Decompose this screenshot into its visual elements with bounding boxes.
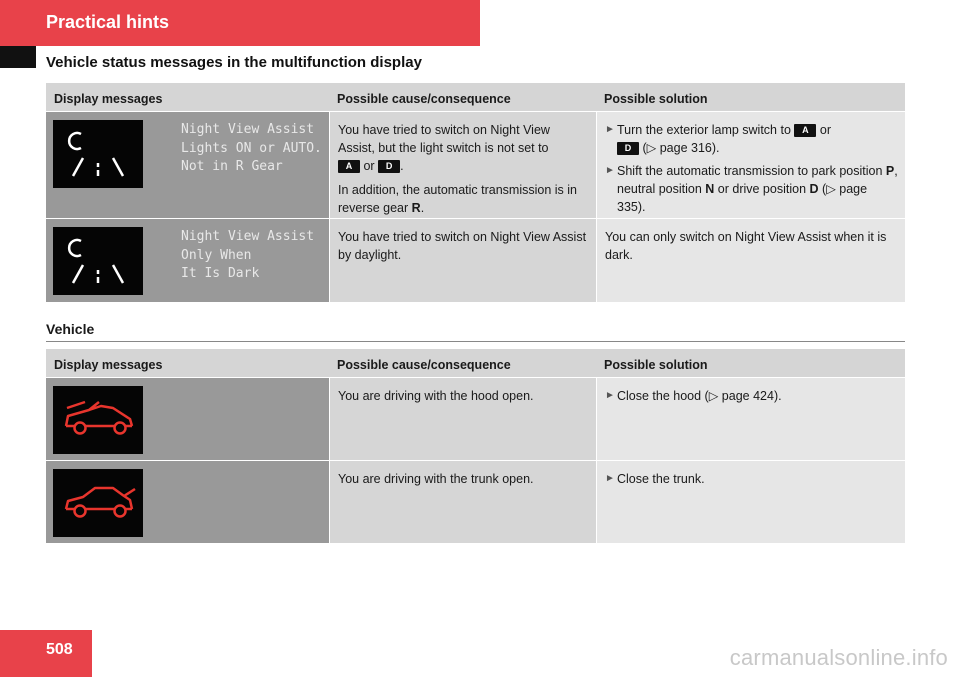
- section-title: Vehicle status messages in the multifunction display: [46, 54, 422, 71]
- lamp-switch-auto-key: A: [794, 124, 816, 137]
- vehicle-table: [46, 349, 905, 543]
- divider: [46, 341, 905, 342]
- cause-cell: You have tried to switch on Night View Assist by daylight.: [329, 219, 596, 302]
- lamp-switch-dipped-beam-key: D: [617, 142, 639, 155]
- night-view-table: [46, 83, 905, 302]
- solution-cell: [596, 112, 905, 218]
- solution-cell: [596, 461, 905, 543]
- vehicle-subheading: Vehicle: [46, 321, 95, 337]
- lcd-message: Night View Assist Only When It Is Dark: [181, 229, 315, 281]
- header-strip: [0, 46, 36, 68]
- lcd-message: Night View Assist Lights ON or AUTO. Not in R Gear: [181, 122, 322, 174]
- display-message-cell: [46, 461, 329, 543]
- page-number: 508: [46, 641, 73, 658]
- cause-cell: You are driving with the trunk open.: [329, 461, 596, 543]
- lamp-switch-auto-key: A: [338, 160, 360, 173]
- col-possible-cause: Possible cause/consequence: [337, 358, 511, 372]
- col-possible-solution: Possible solution: [604, 92, 708, 106]
- solution-cell: [596, 378, 905, 460]
- display-message-cell: [46, 378, 329, 460]
- cause-cell: You have tried to switch on Night View Assist, but the light switch is not set to A or D . In addition, the automatic transmission is in reverse gear R.: [329, 112, 596, 218]
- trunk-open-icon: [53, 469, 143, 537]
- table-row: [46, 460, 905, 543]
- list-item: ► Shift the automatic transmission to park position P, neutral position N or drive position D (▷ page 335).: [605, 164, 898, 214]
- cause-cell: You are driving with the hood open.: [329, 378, 596, 460]
- night-view-road-icon: [53, 120, 143, 188]
- table-header: [46, 83, 905, 111]
- lamp-switch-dipped-beam-key: D: [378, 160, 400, 173]
- list-item: ► Close the trunk.: [605, 472, 705, 486]
- list-item: ► Turn the exterior lamp switch to A or D (▷ page 316).: [605, 123, 832, 155]
- col-display-messages: Display messages: [54, 358, 163, 372]
- solution-cell: You can only switch on Night View Assist when it is dark.: [596, 219, 905, 302]
- table-row: [46, 111, 905, 218]
- bullet-arrow-icon: ►: [605, 390, 615, 401]
- bullet-arrow-icon: ►: [605, 165, 615, 176]
- display-message-cell: [46, 112, 329, 218]
- col-possible-solution: Possible solution: [604, 358, 708, 372]
- chapter-title: Practical hints: [46, 12, 170, 32]
- hood-open-icon: [53, 386, 143, 454]
- night-view-road-icon: [53, 227, 143, 295]
- bullet-arrow-icon: ►: [605, 473, 615, 484]
- table-header: [46, 349, 905, 377]
- col-possible-cause: Possible cause/consequence: [337, 92, 511, 106]
- display-message-cell: [46, 219, 329, 302]
- bullet-arrow-icon: ►: [605, 124, 615, 135]
- table-row: [46, 377, 905, 460]
- page-reference[interactable]: (▷ page 335).: [617, 182, 868, 214]
- page-reference[interactable]: (▷ page 316).: [642, 141, 720, 155]
- col-display-messages: Display messages: [54, 92, 163, 106]
- list-item: ► Close the hood (▷ page 424).: [605, 389, 782, 403]
- table-row: [46, 218, 905, 302]
- watermark: carmanualsonline.info: [729, 645, 948, 670]
